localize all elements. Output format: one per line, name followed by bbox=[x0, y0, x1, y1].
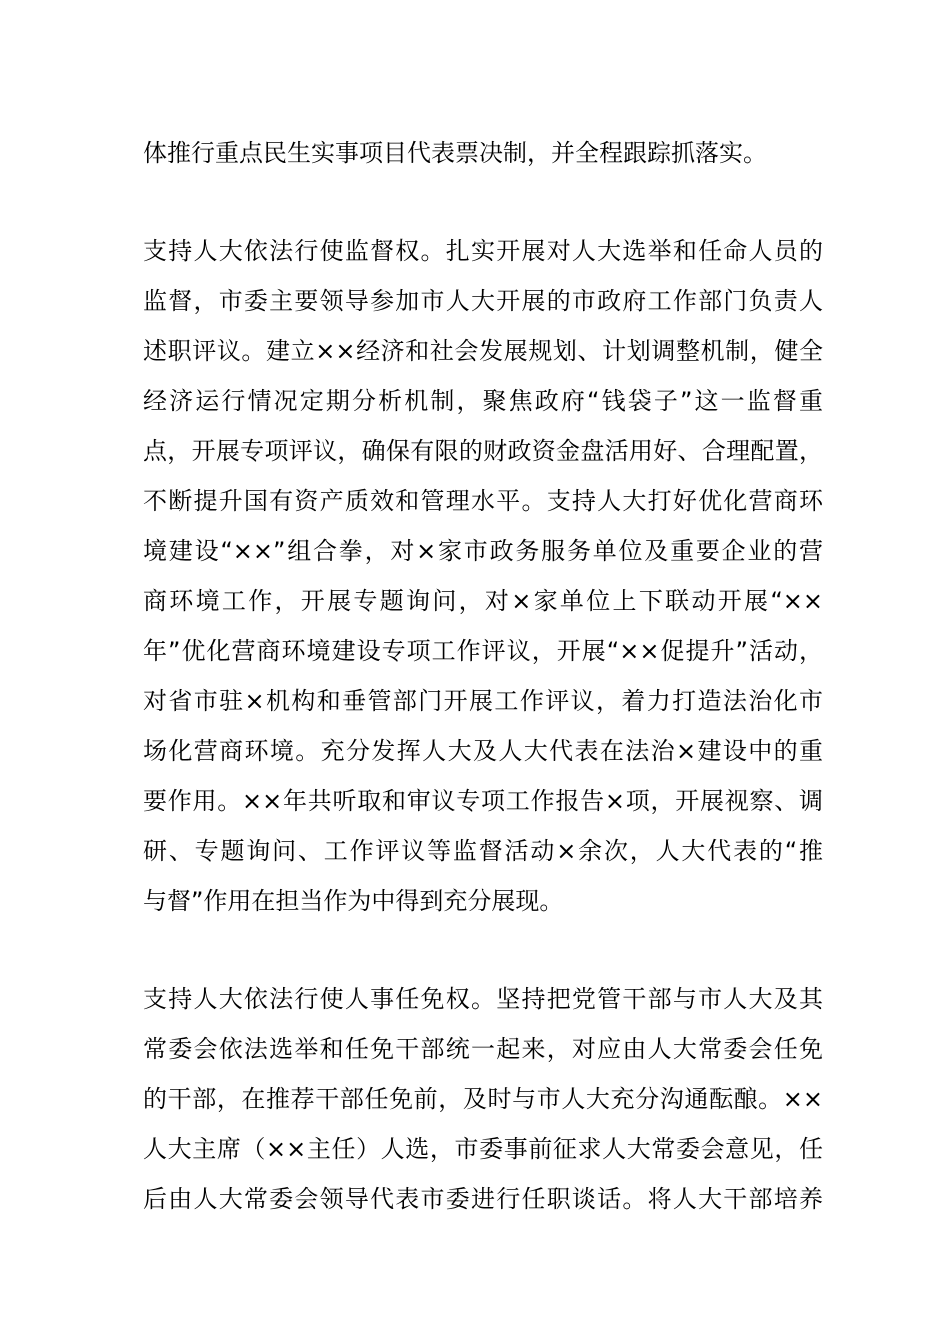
paragraph-line: 常委会依法选举和任免干部统一起来，对应由人大常委会任免 bbox=[143, 1035, 823, 1063]
paragraph-line: 场化营商环境。充分发挥人大及人大代表在法治×建设中的重 bbox=[143, 737, 823, 765]
paragraph-line: 经济运行情况定期分析机制，聚焦政府“钱袋子”这一监督重 bbox=[143, 387, 823, 415]
paragraph-line: 后由人大常委会领导代表市委进行任职谈话。将人大干部培养 bbox=[143, 1185, 823, 1213]
paragraph-2 bbox=[143, 226, 823, 926]
paragraph-line: 支持人大依法行使监督权。扎实开展对人大选举和任命人员的 bbox=[143, 237, 823, 265]
paragraph-line: 支持人大依法行使人事任免权。坚持把党管干部与市人大及其 bbox=[143, 985, 823, 1013]
paragraph-line: 研、专题询问、工作评议等监督活动×余次，人大代表的“推 bbox=[143, 837, 823, 865]
paragraph-line: 与督”作用在担当作为中得到充分展现。 bbox=[143, 887, 564, 915]
paragraph-1 bbox=[143, 128, 823, 178]
paragraph-line: 体推行重点民生实事项目代表票决制，并全程跟踪抓落实。 bbox=[143, 139, 767, 167]
paragraph-line: 要作用。××年共听取和审议专项工作报告×项，开展视察、调 bbox=[143, 787, 823, 815]
paragraph-3 bbox=[143, 974, 823, 1224]
paragraph-line: 述职评议。建立××经济和社会发展规划、计划调整机制，健全 bbox=[143, 337, 823, 365]
paragraph-line: 境建设“××”组合拳，对×家市政务服务单位及重要企业的营 bbox=[143, 537, 823, 565]
paragraph-line: 点，开展专项评议，确保有限的财政资金盘活用好、合理配置， bbox=[143, 437, 823, 465]
paragraph-line: 的干部，在推荐干部任免前，及时与市人大充分沟通酝酿。×× bbox=[143, 1085, 823, 1113]
paragraph-line: 年”优化营商环境建设专项工作评议，开展“××促提升”活动， bbox=[143, 637, 823, 665]
paragraph-line: 人大主席（××主任）人选，市委事前征求人大常委会意见，任 bbox=[143, 1135, 823, 1163]
paragraph-line: 对省市驻×机构和垂管部门开展工作评议，着力打造法治化市 bbox=[143, 687, 823, 715]
paragraph-line: 监督，市委主要领导参加市人大开展的市政府工作部门负责人 bbox=[143, 287, 823, 315]
paragraph-line: 商环境工作，开展专题询问，对×家单位上下联动开展“×× bbox=[143, 587, 823, 615]
paragraph-line: 不断提升国有资产质效和管理水平。支持人大打好优化营商环 bbox=[143, 487, 823, 515]
